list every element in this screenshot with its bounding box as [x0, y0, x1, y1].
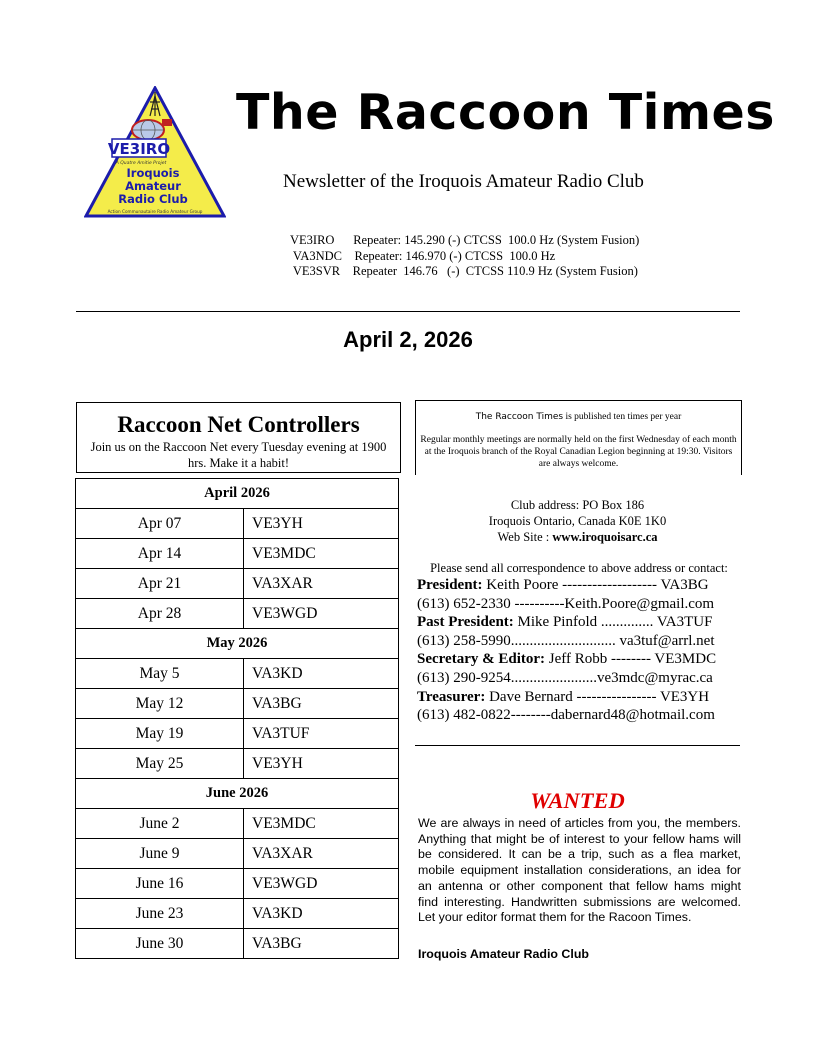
table-row — [76, 749, 399, 779]
contact-role: Treasurer: — [417, 688, 486, 705]
schedule-date: Apr 07 — [76, 509, 244, 539]
club-logo — [84, 86, 226, 218]
contact-line — [417, 576, 743, 595]
table-row — [76, 839, 399, 869]
contact-detail: Keith Poore ------------------- VA3BG — [482, 577, 709, 593]
issue-date: April 2, 2026 — [343, 327, 473, 352]
schedule-callsign: VA3TUF — [244, 719, 399, 749]
schedule-date: Apr 14 — [76, 539, 244, 569]
schedule-callsign: VA3KD — [244, 899, 399, 929]
table-row — [76, 509, 399, 539]
net-schedule-table — [75, 478, 399, 959]
schedule-callsign: VA3XAR — [244, 839, 399, 869]
contact-detail: (613) 652-2330 ----------Keith.Poore@gmail.com — [417, 595, 715, 612]
website-label: Web Site : — [497, 530, 553, 544]
table-row — [76, 569, 399, 599]
schedule-callsign: VA3BG — [244, 689, 399, 719]
publication-frequency-text: is published ten times per year — [563, 412, 682, 422]
schedule-date: May 5 — [76, 659, 244, 689]
contact-line — [417, 632, 743, 651]
table-row — [76, 899, 399, 929]
month-header: April 2026 — [76, 479, 399, 509]
contact-detail: Mike Pinfold .............. VA3TUF — [513, 614, 713, 631]
contact-line — [417, 595, 743, 614]
net-controllers-title: Raccoon Net Controllers — [117, 412, 360, 437]
contact-detail: (613) 290-9254.......................ve3mdc@myrac.ca — [417, 669, 713, 686]
contact-role: Secretary & Editor: — [417, 651, 546, 668]
month-header: June 2026 — [76, 779, 399, 809]
schedule-callsign: VA3KD — [244, 659, 399, 689]
publication-name: The Raccoon Times — [475, 412, 564, 422]
schedule-date: Apr 21 — [76, 569, 244, 599]
repeater-line: VE3SVR Repeater 146.76 (-) CTCSS 110.9 Hz (System Fusion) — [290, 264, 638, 278]
schedule-callsign: VE3YH — [244, 749, 399, 779]
club-website — [415, 529, 740, 545]
schedule-callsign: VA3XAR — [244, 569, 399, 599]
table-row — [76, 929, 399, 959]
schedule-callsign: VE3WGD — [244, 599, 399, 629]
schedule-date: Apr 28 — [76, 599, 244, 629]
schedule-date: June 16 — [76, 869, 244, 899]
club-address-block — [415, 497, 740, 545]
wanted-heading: WANTED — [530, 788, 625, 813]
schedule-date: May 25 — [76, 749, 244, 779]
schedule-date: June 30 — [76, 929, 244, 959]
schedule-callsign: VE3YH — [244, 509, 399, 539]
meeting-info: Regular monthly meetings are normally held on the first Wednesday of each month at the Iroquois branch of the Royal Canadian Legion beginning at 19:30. Visitors are always welcome. — [420, 435, 737, 469]
schedule-date: June 23 — [76, 899, 244, 929]
schedule-date: June 9 — [76, 839, 244, 869]
newsletter-subtitle: Newsletter of the Iroquois Amateur Radio Club — [283, 171, 644, 192]
contact-detail: (613) 258-5990............................ va3tuf@arrl.net — [417, 632, 715, 649]
table-row — [76, 809, 399, 839]
repeater-list — [290, 233, 639, 280]
table-row — [76, 719, 399, 749]
schedule-callsign: VE3MDC — [244, 539, 399, 569]
logo-name-line-2: Amateur — [125, 179, 181, 193]
logo-name-line-3: Radio Club — [118, 192, 188, 206]
newsletter-title: The Raccoon Times — [236, 84, 775, 141]
club-address: Club address: PO Box 186 — [510, 498, 645, 512]
club-city: Iroquois Ontario, Canada K0E 1K0 — [488, 514, 667, 528]
month-header: May 2026 — [76, 629, 399, 659]
schedule-date: May 19 — [76, 719, 244, 749]
publication-frequency — [416, 412, 741, 422]
net-controllers-subtitle: Join us on the Raccoon Net every Tuesday evening at 1900 hrs. Make it a habit! — [90, 440, 387, 470]
table-row — [76, 599, 399, 629]
logo-callsign: VE3IRO — [107, 140, 171, 158]
net-controllers-header — [76, 402, 401, 473]
contact-detail: Jeff Robb -------- VE3MDC — [545, 651, 717, 668]
table-row — [76, 539, 399, 569]
contact-role: Past President: — [417, 614, 514, 631]
contact-line — [417, 706, 743, 725]
repeater-line: VA3NDC Repeater: 146.970 (-) CTCSS 100.0 Hz — [290, 248, 556, 263]
logo-tagline: A Quatre Amitie Projet — [115, 161, 167, 166]
table-row — [76, 869, 399, 899]
logo-footer: Action Communautaire Radio Amateur Group — [107, 209, 203, 214]
contact-role: President: — [417, 577, 483, 593]
schedule-date: May 12 — [76, 689, 244, 719]
publication-info-box — [415, 400, 742, 475]
contact-line — [417, 650, 743, 669]
contact-detail: (613) 482-0822--------dabernard48@hotmail.com — [417, 707, 715, 724]
schedule-date: June 2 — [76, 809, 244, 839]
contacts-intro: Please send all correspondence to above address or contact: — [430, 561, 728, 575]
schedule-callsign: VA3BG — [244, 929, 399, 959]
schedule-callsign: VE3MDC — [244, 809, 399, 839]
wanted-body: We are always in need of articles from you, the members. Anything that might be of interest to your fellow hams will be considered. It can be a trip, such as a flea market, mobile equipment installation considerations, an idea for an antenna or other component that fellow hams might find interesting. Handwritten submissions are welcomed. Let your editor format them for the Racoon Times. — [418, 816, 741, 925]
repeater-line: VE3IRO Repeater: 145.290 (-) CTCSS 100.0 Hz (System Fusion) — [290, 233, 640, 247]
table-row — [76, 659, 399, 689]
logo-name-line-1: Iroquois — [126, 166, 180, 180]
contact-line — [417, 669, 743, 688]
contact-line — [417, 688, 743, 707]
club-footer: Iroquois Amateur Radio Club — [418, 947, 589, 961]
website-link[interactable]: www.iroquoisarc.ca — [552, 530, 658, 544]
table-row — [76, 689, 399, 719]
divider — [76, 311, 740, 312]
contacts-block — [417, 560, 743, 725]
schedule-callsign: VE3WGD — [244, 869, 399, 899]
contact-detail: Dave Bernard ---------------- VE3YH — [485, 688, 710, 705]
divider — [415, 745, 740, 746]
contact-line — [417, 613, 743, 632]
